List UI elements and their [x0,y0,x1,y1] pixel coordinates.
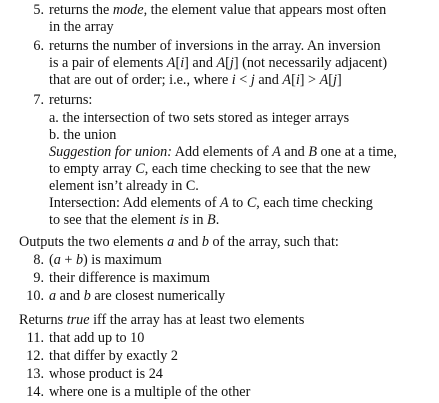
item-number: 13. [26,366,44,382]
item-number: 5. [33,2,44,18]
item-text-line: returns the number of inversions in the array. An inversion [49,38,381,54]
item-number: 12. [26,348,44,364]
item-number: 9. [33,270,44,286]
item-number: 11. [26,330,44,346]
item-number: 10. [26,288,44,304]
suggestion-union-line: element isn’t already in C. [49,178,199,194]
item-text-line: that are out of order; i.e., where i < j and A[i] > A[j] [49,72,342,88]
item-text-line: is a pair of elements A[i] and A[j] (not necessarily adjacent) [49,55,388,71]
item-text-line: in the array [49,19,114,35]
intersection-line: Intersection: Add elements of A to C, each time checking [49,195,373,211]
item-text-line: returns the mode, the element value that appears most often [49,2,387,18]
intersection-line: to see that the element is in B. [49,212,220,228]
item-number: 8. [33,252,44,268]
subitem-a: a. the intersection of two sets stored as integer arrays [49,110,350,126]
item-number: 14. [26,384,44,400]
document-page: 5. returns the mode, the element value that appears most often in the array 6. returns the number of inversions in the array. An inversion is a pair of elements A[i] and A[j] (not necessarily adjacent) that are out of order; i.e., where i < j and A[i] > A[j] 7. returns: a. the intersection of two sets stored as integer arrays b. the union Suggestion for union: Add elements of A and B one at a time, to empty array C, each time checking to see that the new element isn’t already in C. Intersection: Add elements of A to C, each time checking to see that the element is in B. Outputs the two elements a and b of the array, such that: 8. (a + b) is maximum 9. their difference is maximum 10. a and b are closest numerically Returns true iff the array has at least two elements 11. that add up to 10 12. that differ by exactly 2 13. whose product is 24 14. where one is a multiple of the other [0,0,439,403]
item-text-line: returns: [49,92,93,108]
item-number: 6. [33,38,44,54]
item-7-subitems [49,110,433,229]
item-number: 7. [33,92,44,108]
group-2-intro: Outputs the two elements a and b of the array, such that: [19,234,339,250]
suggestion-union-line: to empty array C, each time checking to see that the new [49,161,371,177]
suggestion-union-line: Suggestion for union: Add elements of A and B one at a time, [49,144,397,160]
group-3-intro: Returns true iff the array has at least two elements [19,312,305,328]
subitem-b: b. the union [49,127,117,143]
